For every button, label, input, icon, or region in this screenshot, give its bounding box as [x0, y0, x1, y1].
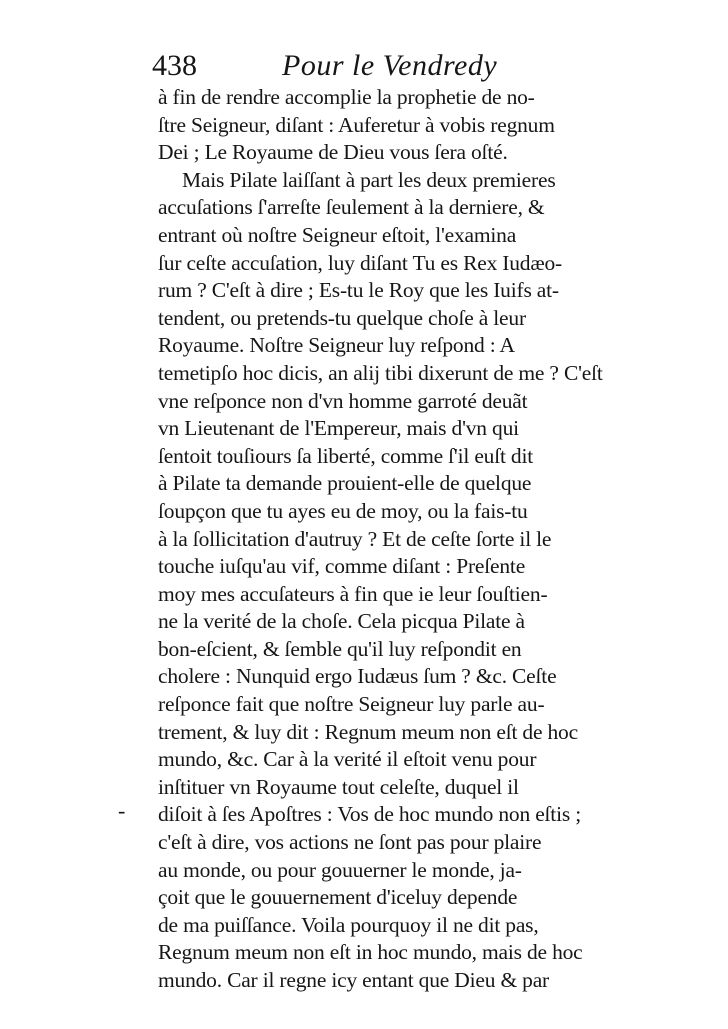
body-text [158, 84, 603, 995]
text-line: Royaume. Noſtre Seigneur luy reſpond : A [158, 333, 515, 358]
running-title: Pour le Vendredy [282, 49, 498, 82]
text-line: à la ſollicitation d'autruy ? Et de ceſte ſorte il le [158, 526, 552, 551]
text-line: çoit que le gouuernement d'iceluy depende [158, 885, 518, 910]
text-line: reſponce fait que noſtre Seigneur luy parle au- [158, 692, 545, 717]
text-line: tendent, ou pretends-tu quelque choſe à leur [158, 305, 526, 330]
text-line: de ma puiſſance. Voila pourquoy il ne dit pas, [158, 912, 539, 937]
text-line: entrant où noſtre Seigneur eſtoit, l'examina [158, 222, 517, 247]
text-line: Dei ; Le Royaume de Dieu vous ſera oſté. [158, 140, 508, 165]
text-line: ſtre Seigneur, diſant : Auferetur à vobis regnum [158, 112, 555, 137]
page-header [152, 46, 592, 86]
text-line: touche iuſqu'au vif, comme diſant : Preſente [158, 554, 526, 579]
text-line: au monde, ou pour gouuerner le monde, ja- [158, 857, 522, 882]
text-line: vne reſponce non d'vn homme garroté deuãt [158, 388, 528, 413]
text-line: diſoit à ſes Apoſtres : Vos de hoc mundo non eſtis ; [158, 802, 581, 827]
text-line: trement, & luy dit : Regnum meum non eſt de hoc [158, 719, 578, 744]
text-line: mundo, &c. Car à la verité il eſtoit venu pour [158, 747, 537, 772]
text-line: temetipſo hoc dicis, an alij tibi dixerunt de me ? C'eſt [158, 360, 603, 385]
text-line: mundo. Car il regne icy entant que Dieu & par [158, 968, 550, 992]
text-line: bon-eſcient, & ſemble qu'il luy reſpondit en [158, 636, 522, 661]
text-line: ſur ceſte accuſation, luy diſant Tu es Rex Iudæo- [158, 250, 563, 275]
text-line: ne la verité de la choſe. Cela picqua Pilate à [158, 609, 525, 634]
margin-mark: - [118, 798, 126, 823]
paragraph-start-line: Mais Pilate laiſſant à part les deux premieres [182, 167, 556, 192]
text-line: moy mes accuſateurs à fin que ie leur ſouſtien- [158, 581, 548, 606]
text-line: vn Lieutenant de l'Empereur, mais d'vn qui [158, 416, 519, 441]
text-line: inſtituer vn Royaume tout celeſte, duquel il [158, 774, 519, 799]
text-line: c'eſt à dire, vos actions ne ſont pas pour plaire [158, 830, 542, 855]
text-line: ſentoit touſiours ſa liberté, comme ſ'il euſt dit [158, 443, 534, 468]
text-line: à Pilate ta demande prouient-elle de quelque [158, 471, 532, 496]
text-line: Regnum meum non eſt in hoc mundo, mais de hoc [158, 940, 583, 965]
text-line: accuſations ſ'arreſte ſeulement à la derniere, & [158, 195, 545, 220]
text-line: cholere : Nunquid ergo Iudæus ſum ? &c. Ceſte [158, 664, 557, 689]
text-line: ſoupçon que tu ayes eu de moy, ou la fais-tu [158, 498, 528, 523]
text-line: à fin de rendre accomplie la prophetie de no- [158, 85, 535, 109]
text-line: rum ? C'eſt à dire ; Es-tu le Roy que les Iuifs at- [158, 278, 559, 303]
page-number: 438 [152, 49, 197, 82]
